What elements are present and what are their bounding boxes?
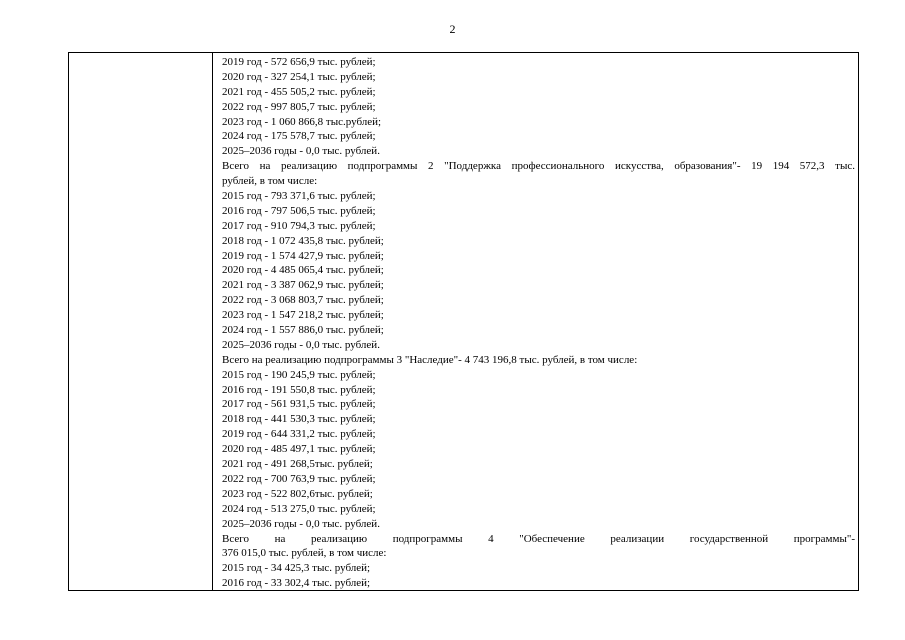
text-line: 2020 год - 327 254,1 тыс. рублей; [222,70,376,83]
text-line: 2018 год - 441 530,3 тыс. рублей; [222,413,376,426]
text-line: 2018 год - 1 072 435,8 тыс. рублей; [222,234,384,247]
text-line: 2022 год - 997 805,7 тыс. рублей; [222,100,376,113]
table-content-cell [222,55,855,591]
text-line: 2017 год - 910 794,3 тыс. рублей; [222,219,376,232]
text-line: 2017 год - 561 931,5 тыс. рублей; [222,398,376,411]
column-divider [212,53,213,590]
text-line: 2025–2036 годы - 0,0 тыс. рублей. [222,517,380,530]
text-line: Всего на реализацию подпрограммы 2 "Поддержка профессионального искусства, образования"- 19 194 572,3 тыс. [222,160,855,173]
text-line: 2019 год - 572 656,9 тыс. рублей; [222,56,376,68]
text-line: 2024 год - 175 578,7 тыс. рублей; [222,130,376,143]
text-line: 2019 год - 1 574 427,9 тыс. рублей; [222,249,384,262]
table-left-cell [69,53,212,590]
text-line: 2016 год - 797 506,5 тыс. рублей; [222,204,376,217]
text-line: 2015 год - 190 245,9 тыс. рублей; [222,368,376,381]
text-line: 2020 год - 4 485 065,4 тыс. рублей; [222,264,384,277]
text-line: 2021 год - 455 505,2 тыс. рублей; [222,85,376,98]
text-line: Всего на реализацию подпрограммы 4 "Обеспечение реализации государственной программы"- [222,532,855,545]
text-line: Всего на реализацию подпрограммы 3 "Наследие"- 4 743 196,8 тыс. рублей, в том числе: [222,353,638,366]
text-line: 2015 год - 793 371,6 тыс. рублей; [222,190,376,203]
text-line: 2025–2036 годы - 0,0 тыс. рублей. [222,145,380,158]
text-line: 2022 год - 700 763,9 тыс. рублей; [222,472,376,485]
text-line: 2019 год - 644 331,2 тыс. рублей; [222,428,376,441]
text-line: 2023 год - 1 547 218,2 тыс. рублей; [222,309,384,322]
document-table [68,52,859,591]
text-line: 2024 год - 1 557 886,0 тыс. рублей; [222,324,384,337]
text-line: 2022 год - 3 068 803,7 тыс. рублей; [222,294,384,307]
text-line: 2021 год - 3 387 062,9 тыс. рублей; [222,279,384,292]
page-number: 2 [449,22,456,36]
text-line: рублей, в том числе: [222,175,318,188]
text-line: 2023 год - 1 060 866,8 тыс.рублей; [222,115,382,128]
text-line: 2023 год - 522 802,6тыс. рублей; [222,487,373,500]
text-line: 2016 год - 191 550,8 тыс. рублей; [222,383,376,396]
text-line: 2024 год - 513 275,0 тыс. рублей; [222,502,376,515]
text-line: 2016 год - 33 302,4 тыс. рублей; [222,577,371,590]
text-line: 2025–2036 годы - 0,0 тыс. рублей. [222,338,380,351]
text-line: 2020 год - 485 497,1 тыс. рублей; [222,443,376,456]
text-line: 2021 год - 491 268,5тыс. рублей; [222,458,373,471]
text-line: 2015 год - 34 425,3 тыс. рублей; [222,562,371,575]
text-line: 376 015,0 тыс. рублей, в том числе: [222,547,387,560]
